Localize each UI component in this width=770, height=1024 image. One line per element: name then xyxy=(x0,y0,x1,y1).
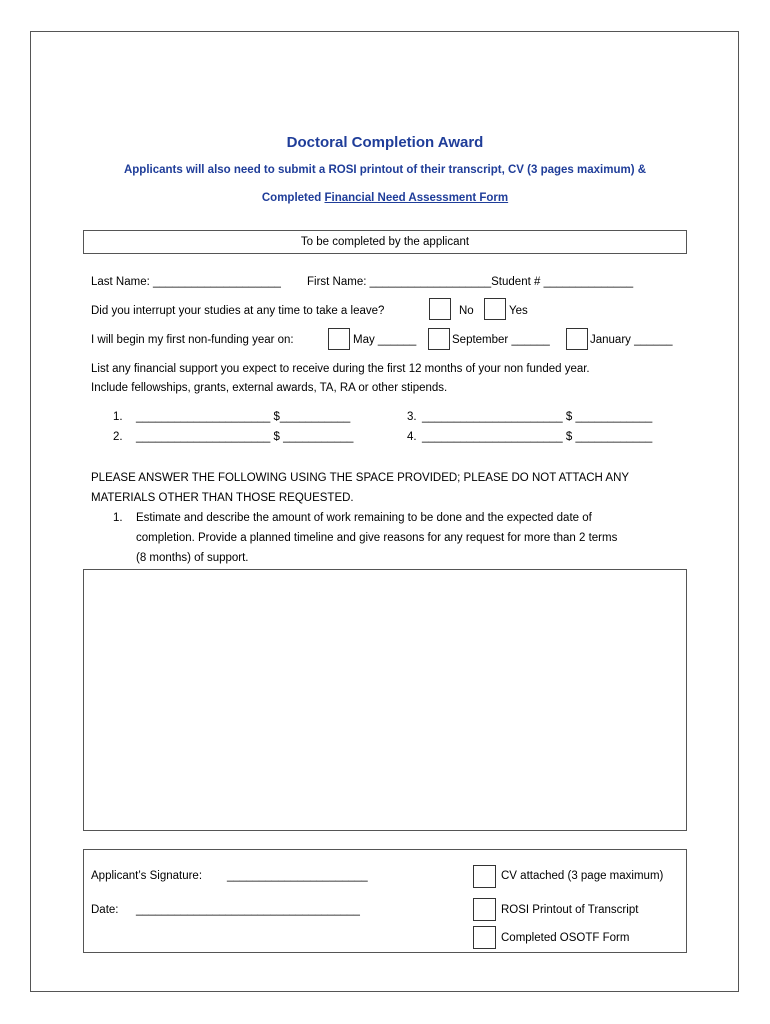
question-1-number: 1. xyxy=(113,512,123,524)
support-item-4-field[interactable]: ______________________ $ ____________ xyxy=(422,431,653,443)
first-name-student-field[interactable]: First Name: ___________________Student # ______________ xyxy=(307,276,634,288)
last-name-field[interactable]: Last Name: ____________________ xyxy=(91,276,281,288)
rosi-printout-label: ROSI Printout of Transcript xyxy=(501,904,639,916)
support-item-3-number: 3. xyxy=(407,411,417,423)
signature-field[interactable]: ______________________ xyxy=(227,870,368,882)
rosi-printout-checkbox[interactable] xyxy=(473,898,496,921)
nonfunding-question: I will begin my first non-funding year on: xyxy=(91,334,294,346)
september-label: September ______ xyxy=(452,334,550,346)
support-item-4-number: 4. xyxy=(407,431,417,443)
leave-question: Did you interrupt your studies at any time to take a leave? xyxy=(91,305,385,317)
leave-yes-checkbox[interactable] xyxy=(484,298,506,320)
question-1-text-line2: completion. Provide a planned timeline and give reasons for any request for more than 2 terms xyxy=(136,532,618,544)
may-label: May ______ xyxy=(353,334,417,346)
submission-instructions: Applicants will also need to submit a ROSI printout of their transcript, CV (3 pages maximum) & xyxy=(123,164,647,176)
answer-instructions: PLEASE ANSWER THE FOLLOWING USING THE SPACE PROVIDED; PLEASE DO NOT ATTACH ANY xyxy=(91,472,630,484)
date-label: Date: xyxy=(91,904,119,916)
support-item-3-field[interactable]: ______________________ $ ____________ xyxy=(422,411,653,423)
answer-textarea[interactable] xyxy=(83,569,687,831)
cv-attached-checkbox[interactable] xyxy=(473,865,496,888)
applicant-section-header: To be completed by the applicant xyxy=(83,230,687,254)
support-item-2-field[interactable]: _____________________ $ ___________ xyxy=(136,431,354,443)
support-instructions-line2: Include fellowships, grants, external awards, TA, RA or other stipends. xyxy=(91,382,448,394)
leave-no-checkbox[interactable] xyxy=(429,298,451,320)
leave-yes-label: Yes xyxy=(509,305,528,317)
osotf-form-label: Completed OSOTF Form xyxy=(501,932,630,944)
may-checkbox[interactable] xyxy=(328,328,350,350)
leave-no-label: No xyxy=(459,305,474,317)
submission-instructions-line2 xyxy=(0,192,770,204)
date-field[interactable]: ___________________________________ xyxy=(136,904,360,916)
january-checkbox[interactable] xyxy=(566,328,588,350)
question-1-text-line3: (8 months) of support. xyxy=(136,552,249,564)
form-title: Doctoral Completion Award xyxy=(286,134,484,151)
answer-instructions-line2: MATERIALS OTHER THAN THOSE REQUESTED. xyxy=(91,492,354,504)
completed-text: Completed xyxy=(261,192,322,204)
support-item-1-field[interactable]: _____________________ $___________ xyxy=(136,411,351,423)
january-label: January ______ xyxy=(590,334,673,346)
support-item-1-number: 1. xyxy=(113,411,123,423)
osotf-form-checkbox[interactable] xyxy=(473,926,496,949)
financial-need-form-link[interactable]: Financial Need Assessment Form xyxy=(324,192,509,204)
support-item-2-number: 2. xyxy=(113,431,123,443)
support-instructions: List any financial support you expect to receive during the first 12 months of your non funded year. xyxy=(91,363,590,375)
september-checkbox[interactable] xyxy=(428,328,450,350)
question-1-text: Estimate and describe the amount of work remaining to be done and the expected date of xyxy=(136,512,592,524)
cv-attached-label: CV attached (3 page maximum) xyxy=(501,870,664,882)
signature-label: Applicant’s Signature: xyxy=(91,870,203,882)
